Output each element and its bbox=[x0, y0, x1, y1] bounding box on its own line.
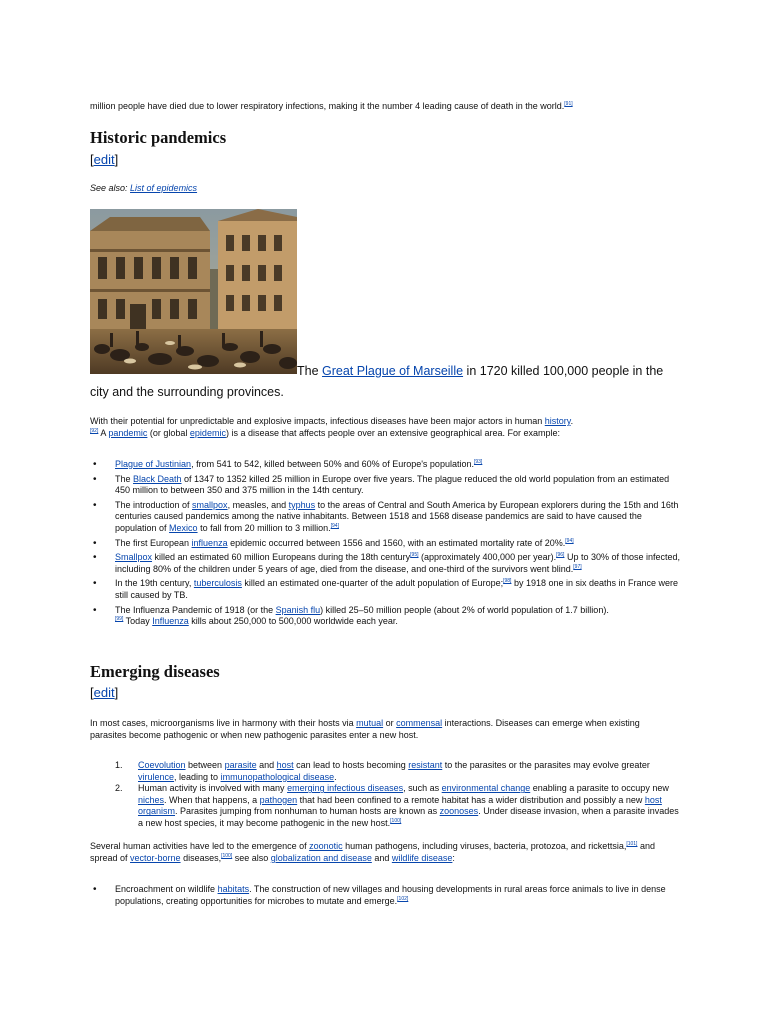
typhus-link[interactable]: typhus bbox=[288, 499, 316, 510]
influenza-link-2[interactable]: Influenza bbox=[152, 616, 189, 627]
history-link[interactable]: history bbox=[544, 416, 571, 426]
wildlife-disease-link[interactable]: wildlife disease bbox=[391, 853, 453, 863]
plague-of-justinian-link[interactable]: Plague of Justinian bbox=[115, 459, 192, 469]
edit-section-historic: [edit] bbox=[90, 152, 119, 167]
globalization-and-disease-link[interactable]: globalization and disease bbox=[270, 853, 372, 863]
image-caption-line-2: city and the surrounding provinces. bbox=[90, 385, 284, 399]
edit-section-emerging: [edit] bbox=[90, 685, 119, 700]
mexico-link[interactable]: Mexico bbox=[169, 522, 198, 533]
list-item: 1. Coevolution between parasite and host can lead to hosts becoming resistant to the parasites or the parasites may evolve greater virulence, leading to immunopathological disease. bbox=[115, 760, 650, 782]
list-item: • The first European influenza epidemic occurred between 1556 and 1560, with an estimated mortality rate of 20%.[94] bbox=[90, 538, 680, 550]
commensal-link[interactable]: commensal bbox=[396, 718, 443, 728]
reference-link[interactable]: [92] bbox=[90, 428, 99, 434]
vector-borne-link[interactable]: vector-borne bbox=[130, 853, 181, 863]
list-item: • The introduction of smallpox, measles, and typhus to the areas of Central and South America by European explorers during the 15th and 16th centuries caused pandemics among the native inhabitants. Between 1518 and 1568 disease pandemics are said to have caused the population of Mexico to fall from 20 million to 3 million.[94] bbox=[90, 500, 680, 535]
emerging-infectious-diseases-link[interactable]: emerging infectious diseases bbox=[287, 783, 404, 794]
edit-link[interactable]: edit bbox=[93, 152, 115, 167]
list-item: • The Influenza Pandemic of 1918 (or the Spanish flu) killed 25–50 million people (about 2% of world population of 1.7 billion). [99] Today Influenza kills about 250,000 to 500,000 worldwide each year. bbox=[90, 605, 680, 628]
reference-link[interactable]: [97] bbox=[573, 563, 582, 570]
parasite-link[interactable]: parasite bbox=[224, 760, 257, 770]
reference-link[interactable]: [93] bbox=[473, 459, 483, 465]
smallpox-link[interactable]: smallpox bbox=[192, 499, 228, 510]
tuberculosis-link[interactable]: tuberculosis bbox=[193, 578, 242, 589]
list-item: • Smallpox killed an estimated 60 million Europeans during the 18th century[95] (approximately 400,000 per year).[96] Up to 30% of those infected, including 80% of the children under 5 years of age, died from the disease, and one-third of the survivors went blind.[97] bbox=[90, 552, 680, 575]
great-plague-marseille-image[interactable] bbox=[90, 209, 297, 374]
reference-link[interactable]: [102] bbox=[397, 895, 409, 902]
great-plague-link[interactable]: Great Plague of Marseille bbox=[322, 364, 464, 378]
emergence-numbered-list bbox=[90, 760, 680, 830]
historic-paragraph: With their potential for unpredictable and explosive impacts, infectious diseases have been major actors in human history. [92] A pandemic (or global epidemic) is a disease that affects people over an extensive geographical area. For example: bbox=[90, 416, 574, 438]
zoonoses-link[interactable]: zoonoses bbox=[439, 806, 479, 817]
epidemic-link[interactable]: epidemic bbox=[189, 428, 226, 438]
reference-link[interactable]: [96] bbox=[556, 552, 565, 559]
edit-link[interactable]: edit bbox=[93, 685, 115, 700]
mutual-link[interactable]: mutual bbox=[356, 718, 384, 728]
reference-link[interactable]: [101] bbox=[626, 841, 638, 847]
pandemics-list bbox=[90, 459, 680, 631]
virulence-link[interactable]: virulence bbox=[138, 771, 175, 782]
reference-link[interactable]: [95] bbox=[410, 552, 419, 559]
reference-link[interactable]: [94] bbox=[330, 522, 339, 529]
reference-link[interactable]: [98] bbox=[503, 578, 512, 585]
immunopathological-disease-link[interactable]: immunopathological disease bbox=[220, 771, 335, 782]
influenza-link[interactable]: influenza bbox=[191, 537, 228, 548]
spanish-flu-link[interactable]: Spanish flu bbox=[275, 604, 321, 615]
human-activities-paragraph: Several human activities have led to the emergence of zoonotic human pathogens, including viruses, bacteria, protozoa, and rickettsia,[101] and spread of vector-borne diseases,[100] see also globalization and disease and wildlife disease: bbox=[90, 841, 655, 863]
host-organism-link[interactable]: host organism bbox=[138, 794, 662, 817]
see-also-note: See also: List of epidemics bbox=[90, 183, 198, 193]
list-item: 2. Human activity is involved with many emerging infectious diseases, such as environmental change enabling a parasite to occupy new niches. When that happens, a pathogen that had been confined to a remote habitat has a wider distribution and possibly a new host organism. Parasites jumping from nonhuman to human hosts are known as zoonoses. Under disease invasion, when a parasite invades a new host species, it may become pathogenic in the new host.[100] bbox=[115, 783, 679, 828]
section-heading-emerging-diseases: Emerging diseases bbox=[90, 662, 220, 681]
reference-link[interactable]: [91] bbox=[564, 101, 573, 107]
environmental-change-link[interactable]: environmental change bbox=[441, 783, 531, 794]
see-also-link[interactable]: List of epidemics bbox=[130, 183, 198, 193]
list-item: • Plague of Justinian, from 541 to 542, killed between 50% and 60% of Europe's population.[93] bbox=[90, 459, 680, 471]
image-caption: The Great Plague of Marseille in 1720 killed 100,000 people in the bbox=[297, 364, 664, 378]
list-item: • The Black Death of 1347 to 1352 killed 25 million in Europe over five years. The plague reduced the old world population from an estimated 450 million to between 350 and 375 million in the 14th century. bbox=[90, 474, 680, 497]
reference-link[interactable]: [100] bbox=[390, 817, 402, 824]
list-item: • In the 19th century, tuberculosis killed an estimated one-quarter of the adult population of Europe;[98] by 1918 one in six deaths in France were still caused by TB. bbox=[90, 578, 680, 601]
intro-line: million people have died due to lower respiratory infections, making it the number 4 leading cause of death in the world.[91] bbox=[90, 101, 573, 111]
section-heading-historic-pandemics: Historic pandemics bbox=[90, 128, 227, 147]
zoonotic-link[interactable]: zoonotic bbox=[309, 841, 343, 851]
emerging-paragraph: In most cases, microorganisms live in harmony with their hosts via mutual or commensal interactions. Diseases can emerge when existing parasites become pathogenic or when new pathogenic parasites enter a new host. bbox=[90, 718, 640, 740]
reference-link[interactable]: [100] bbox=[221, 853, 233, 859]
host-link[interactable]: host bbox=[276, 760, 294, 770]
list-item: • Encroachment on wildlife habitats. The construction of new villages and housing developments in rural areas force animals to live in dense populations, creating opportunities for microbes to mutate and emerge.[102] bbox=[90, 884, 680, 907]
habitats-link[interactable]: habitats bbox=[217, 884, 250, 894]
black-death-link[interactable]: Black Death bbox=[133, 473, 182, 484]
smallpox-link-2[interactable]: Smallpox bbox=[115, 552, 153, 563]
reference-link[interactable]: [99] bbox=[115, 616, 124, 623]
coevolution-link[interactable]: Coevolution bbox=[138, 760, 186, 770]
pandemic-link[interactable]: pandemic bbox=[108, 428, 148, 438]
niches-link[interactable]: niches bbox=[138, 794, 165, 805]
resistant-link[interactable]: resistant bbox=[408, 760, 443, 770]
pathogen-link[interactable]: pathogen bbox=[259, 794, 298, 805]
reference-link[interactable]: [94] bbox=[565, 537, 574, 544]
human-activities-list bbox=[90, 884, 680, 910]
